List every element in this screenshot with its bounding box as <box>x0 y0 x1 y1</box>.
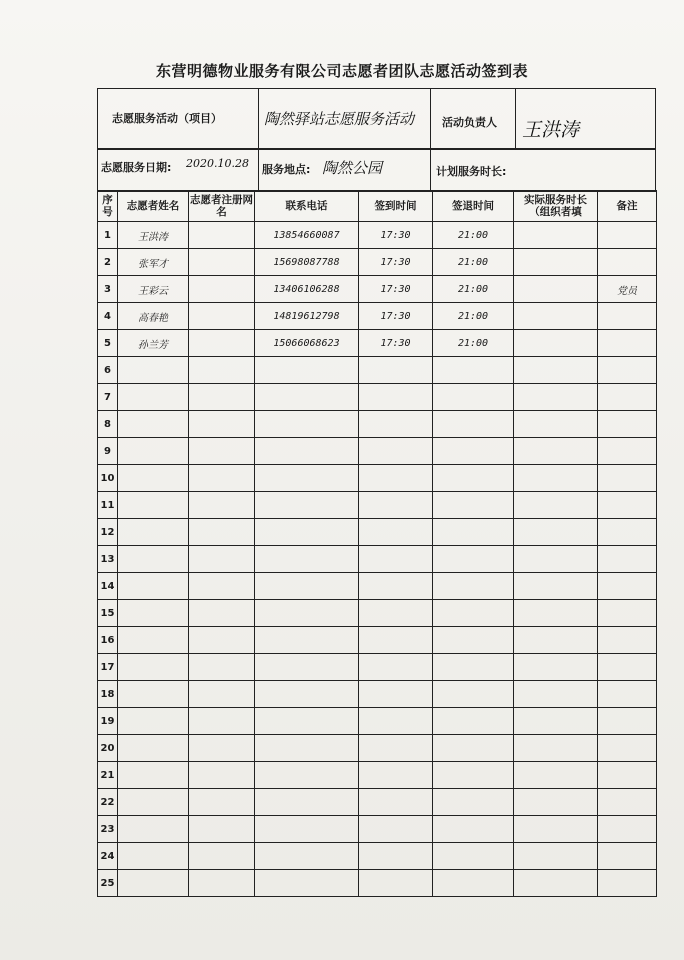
phone-number: 15066068623 <box>255 330 359 357</box>
remark <box>598 303 657 330</box>
actual-duration <box>514 330 598 357</box>
sign-in-time <box>359 816 433 843</box>
sign-out-time <box>433 654 514 681</box>
row-number: 13 <box>98 546 118 573</box>
actual-duration <box>514 708 598 735</box>
table-row <box>98 600 657 627</box>
col-header: 签到时间 <box>359 191 433 222</box>
attendance-table <box>97 190 656 897</box>
registered-netname <box>189 330 255 357</box>
sign-out-time <box>433 681 514 708</box>
volunteer-name <box>118 654 189 681</box>
phone-number <box>255 492 359 519</box>
volunteer-name <box>118 843 189 870</box>
sign-out-time <box>433 438 514 465</box>
remark <box>598 411 657 438</box>
registered-netname <box>189 357 255 384</box>
planned-duration-label: 计划服务时长: <box>436 165 507 178</box>
registered-netname <box>189 789 255 816</box>
phone-number <box>255 816 359 843</box>
table-row <box>98 303 657 330</box>
table-row <box>98 222 657 249</box>
actual-duration <box>514 627 598 654</box>
row-number: 3 <box>98 276 118 303</box>
table-header-row <box>98 191 657 222</box>
row-number: 14 <box>98 573 118 600</box>
registered-netname <box>189 492 255 519</box>
actual-duration <box>514 303 598 330</box>
remark <box>598 492 657 519</box>
actual-duration <box>514 546 598 573</box>
actual-duration <box>514 816 598 843</box>
table-row <box>98 519 657 546</box>
sign-in-time: 17:30 <box>359 222 433 249</box>
remark <box>598 627 657 654</box>
date-value: 2020.10.28 <box>186 157 249 170</box>
sign-in-time <box>359 843 433 870</box>
sign-in-time: 17:30 <box>359 303 433 330</box>
volunteer-name <box>118 357 189 384</box>
remark <box>598 708 657 735</box>
registered-netname <box>189 870 255 897</box>
sign-in-time <box>359 735 433 762</box>
phone-number: 13406106288 <box>255 276 359 303</box>
sign-out-time <box>433 627 514 654</box>
col-header: 备注 <box>598 191 657 222</box>
remark <box>598 762 657 789</box>
registered-netname <box>189 627 255 654</box>
divider <box>258 88 260 150</box>
sign-out-time <box>433 708 514 735</box>
remark <box>598 222 657 249</box>
remark <box>598 573 657 600</box>
row-number: 12 <box>98 519 118 546</box>
row-number: 10 <box>98 465 118 492</box>
row-number: 5 <box>98 330 118 357</box>
table-row <box>98 546 657 573</box>
sign-in-time <box>359 600 433 627</box>
actual-duration <box>514 384 598 411</box>
sign-out-time <box>433 870 514 897</box>
phone-number <box>255 708 359 735</box>
volunteer-name <box>118 384 189 411</box>
registered-netname <box>189 573 255 600</box>
remark <box>598 330 657 357</box>
remark <box>598 870 657 897</box>
table-row <box>98 708 657 735</box>
actual-duration <box>514 681 598 708</box>
sign-out-time <box>433 411 514 438</box>
actual-duration <box>514 249 598 276</box>
col-header: 签退时间 <box>433 191 514 222</box>
remark <box>598 735 657 762</box>
sign-in-time <box>359 870 433 897</box>
table-row <box>98 492 657 519</box>
table-row <box>98 627 657 654</box>
registered-netname <box>189 465 255 492</box>
activity-label: 志愿服务活动（项目） <box>112 112 222 125</box>
remark <box>598 438 657 465</box>
remark <box>598 843 657 870</box>
table-row <box>98 438 657 465</box>
phone-number <box>255 681 359 708</box>
sign-in-time <box>359 411 433 438</box>
sign-out-time <box>433 546 514 573</box>
actual-duration <box>514 411 598 438</box>
table-row <box>98 870 657 897</box>
volunteer-name <box>118 762 189 789</box>
row-number: 20 <box>98 735 118 762</box>
registered-netname <box>189 384 255 411</box>
sign-in-time <box>359 357 433 384</box>
row-number: 2 <box>98 249 118 276</box>
sign-in-time <box>359 708 433 735</box>
sign-out-time <box>433 573 514 600</box>
actual-duration <box>514 735 598 762</box>
leader-label: 活动负责人 <box>442 116 497 129</box>
volunteer-name <box>118 681 189 708</box>
sign-in-time <box>359 681 433 708</box>
actual-duration <box>514 654 598 681</box>
sign-in-time <box>359 789 433 816</box>
sign-out-time: 21:00 <box>433 303 514 330</box>
phone-number <box>255 627 359 654</box>
volunteer-name: 王彩云 <box>118 276 189 303</box>
remark <box>598 546 657 573</box>
phone-number <box>255 411 359 438</box>
divider <box>515 88 517 150</box>
row-number: 24 <box>98 843 118 870</box>
registered-netname <box>189 303 255 330</box>
sign-out-time: 21:00 <box>433 249 514 276</box>
phone-number: 13854660087 <box>255 222 359 249</box>
volunteer-name <box>118 627 189 654</box>
row-number: 8 <box>98 411 118 438</box>
sign-out-time <box>433 816 514 843</box>
volunteer-name <box>118 735 189 762</box>
volunteer-name <box>118 708 189 735</box>
volunteer-name <box>118 573 189 600</box>
table-row <box>98 330 657 357</box>
row-number: 23 <box>98 816 118 843</box>
volunteer-name <box>118 438 189 465</box>
sign-out-time <box>433 492 514 519</box>
phone-number <box>255 735 359 762</box>
remark <box>598 249 657 276</box>
volunteer-name <box>118 600 189 627</box>
registered-netname <box>189 519 255 546</box>
table-row <box>98 843 657 870</box>
registered-netname <box>189 816 255 843</box>
registered-netname <box>189 762 255 789</box>
leader-value: 王洪涛 <box>522 119 580 141</box>
registered-netname <box>189 600 255 627</box>
phone-number <box>255 843 359 870</box>
sign-in-time <box>359 573 433 600</box>
sign-out-time <box>433 789 514 816</box>
actual-duration <box>514 870 598 897</box>
remark: 党员 <box>598 276 657 303</box>
page-title: 东营明德物业服务有限公司志愿者团队志愿活动签到表 <box>155 62 528 80</box>
sign-in-time <box>359 627 433 654</box>
sign-out-time <box>433 384 514 411</box>
registered-netname <box>189 681 255 708</box>
phone-number <box>255 762 359 789</box>
phone-number <box>255 519 359 546</box>
table-row <box>98 465 657 492</box>
actual-duration <box>514 519 598 546</box>
volunteer-name <box>118 789 189 816</box>
sign-in-time <box>359 384 433 411</box>
actual-duration <box>514 438 598 465</box>
sign-out-time <box>433 519 514 546</box>
sign-in-time <box>359 438 433 465</box>
phone-number <box>255 357 359 384</box>
sign-in-time <box>359 762 433 789</box>
remark <box>598 357 657 384</box>
sign-in-time: 17:30 <box>359 276 433 303</box>
sign-out-time <box>433 600 514 627</box>
registered-netname <box>189 438 255 465</box>
actual-duration <box>514 573 598 600</box>
table-row <box>98 384 657 411</box>
row-number: 7 <box>98 384 118 411</box>
col-header: 志愿者注册网名 <box>189 191 255 222</box>
remark <box>598 600 657 627</box>
row-number: 22 <box>98 789 118 816</box>
location-value: 陶然公园 <box>322 159 383 177</box>
registered-netname <box>189 708 255 735</box>
volunteer-name: 孙兰芳 <box>118 330 189 357</box>
volunteer-name <box>118 411 189 438</box>
registered-netname <box>189 249 255 276</box>
sign-out-time <box>433 357 514 384</box>
remark <box>598 384 657 411</box>
actual-duration <box>514 600 598 627</box>
volunteer-name <box>118 465 189 492</box>
actual-duration <box>514 357 598 384</box>
row-number: 25 <box>98 870 118 897</box>
row-number: 11 <box>98 492 118 519</box>
table-row <box>98 411 657 438</box>
remark <box>598 816 657 843</box>
row-number: 21 <box>98 762 118 789</box>
phone-number <box>255 465 359 492</box>
phone-number <box>255 600 359 627</box>
phone-number <box>255 573 359 600</box>
sign-in-time: 17:30 <box>359 249 433 276</box>
actual-duration <box>514 762 598 789</box>
actual-duration <box>514 492 598 519</box>
phone-number: 15698087788 <box>255 249 359 276</box>
volunteer-name <box>118 492 189 519</box>
remark <box>598 681 657 708</box>
sign-in-time <box>359 492 433 519</box>
sign-out-time: 21:00 <box>433 222 514 249</box>
table-row <box>98 276 657 303</box>
col-header: 志愿者姓名 <box>118 191 189 222</box>
registered-netname <box>189 222 255 249</box>
actual-duration <box>514 465 598 492</box>
volunteer-name: 张军才 <box>118 249 189 276</box>
registered-netname <box>189 735 255 762</box>
registered-netname <box>189 843 255 870</box>
registered-netname <box>189 411 255 438</box>
table-row <box>98 735 657 762</box>
actual-duration <box>514 789 598 816</box>
date-label: 志愿服务日期: <box>101 161 172 174</box>
row-number: 9 <box>98 438 118 465</box>
actual-duration <box>514 222 598 249</box>
row-number: 4 <box>98 303 118 330</box>
divider <box>258 148 260 192</box>
phone-number <box>255 384 359 411</box>
row-number: 18 <box>98 681 118 708</box>
row-number: 16 <box>98 627 118 654</box>
sign-out-time: 21:00 <box>433 330 514 357</box>
table-row <box>98 249 657 276</box>
table-row <box>98 762 657 789</box>
table-row <box>98 573 657 600</box>
row-number: 17 <box>98 654 118 681</box>
sign-out-time <box>433 735 514 762</box>
phone-number <box>255 654 359 681</box>
sign-in-time <box>359 546 433 573</box>
row-number: 19 <box>98 708 118 735</box>
divider <box>430 148 432 192</box>
table-row <box>98 789 657 816</box>
phone-number <box>255 546 359 573</box>
volunteer-name <box>118 519 189 546</box>
sign-in-time <box>359 654 433 681</box>
volunteer-name: 高春艳 <box>118 303 189 330</box>
col-header: 联系电话 <box>255 191 359 222</box>
volunteer-name <box>118 870 189 897</box>
remark <box>598 654 657 681</box>
col-header: 实际服务时长（组织者填 <box>514 191 598 222</box>
location-label: 服务地点: <box>262 163 311 176</box>
row-number: 6 <box>98 357 118 384</box>
table-row <box>98 357 657 384</box>
table-row <box>98 681 657 708</box>
sign-in-time: 17:30 <box>359 330 433 357</box>
actual-duration <box>514 843 598 870</box>
sign-out-time <box>433 465 514 492</box>
phone-number <box>255 438 359 465</box>
registered-netname <box>189 276 255 303</box>
registered-netname <box>189 654 255 681</box>
table-row <box>98 654 657 681</box>
col-header: 序号 <box>98 191 118 222</box>
row-number: 1 <box>98 222 118 249</box>
phone-number: 14819612798 <box>255 303 359 330</box>
phone-number <box>255 870 359 897</box>
sign-out-time <box>433 843 514 870</box>
sign-out-time <box>433 762 514 789</box>
phone-number <box>255 789 359 816</box>
activity-value: 陶然驿站志愿服务活动 <box>264 110 415 128</box>
row-number: 15 <box>98 600 118 627</box>
sign-in-time <box>359 465 433 492</box>
remark <box>598 789 657 816</box>
remark <box>598 519 657 546</box>
remark <box>598 465 657 492</box>
actual-duration <box>514 276 598 303</box>
table-row <box>98 816 657 843</box>
divider <box>430 88 432 150</box>
volunteer-name: 王洪涛 <box>118 222 189 249</box>
registered-netname <box>189 546 255 573</box>
sign-in-time <box>359 519 433 546</box>
sign-out-time: 21:00 <box>433 276 514 303</box>
volunteer-name <box>118 816 189 843</box>
volunteer-name <box>118 546 189 573</box>
